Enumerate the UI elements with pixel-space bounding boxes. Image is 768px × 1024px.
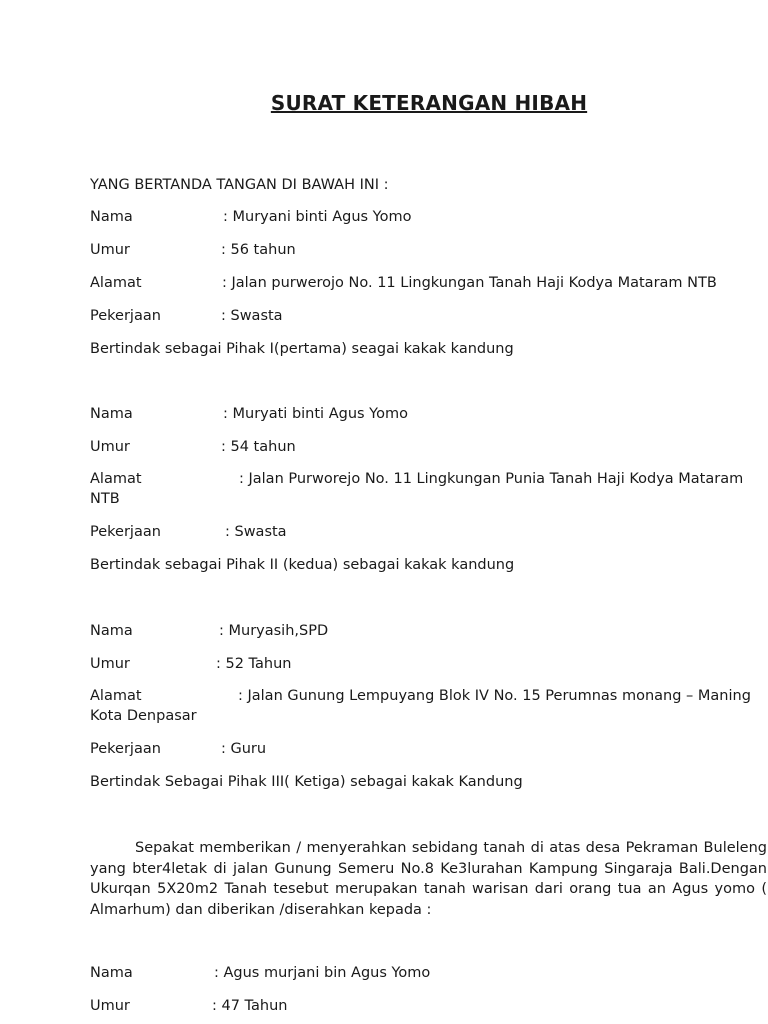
- document-title: SURAT KETERANGAN HIBAH: [270, 91, 588, 115]
- pekerjaan-value: : Guru: [221, 741, 267, 757]
- nama-value: : Agus murjani bin Agus Yomo: [214, 965, 431, 981]
- umur-value: : 47 Tahun: [212, 998, 288, 1014]
- intro-text: YANG BERTANDA TANGAN DI BAWAH INI :: [90, 177, 389, 193]
- umur-value: : 56 tahun: [221, 242, 296, 258]
- party-role: Bertindak sebagai Pihak II (kedua) sebagai kakak kandung: [90, 557, 515, 573]
- pekerjaan-value: : Swasta: [225, 524, 287, 540]
- pekerjaan-value: : Swasta: [221, 308, 283, 324]
- alamat-continuation: NTB: [90, 491, 120, 507]
- nama-value: : Muryasih,SPD: [219, 623, 329, 639]
- alamat-continuation: Kota Denpasar: [90, 708, 197, 724]
- umur-value: : 52 Tahun: [216, 656, 292, 672]
- umur-label: Umur: [90, 439, 130, 455]
- pekerjaan-label: Pekerjaan: [90, 308, 161, 324]
- alamat-label: Alamat: [90, 275, 142, 291]
- party-role: Bertindak Sebagai Pihak III( Ketiga) sebagai kakak Kandung: [90, 774, 523, 790]
- umur-label: Umur: [90, 656, 130, 672]
- pekerjaan-label: Pekerjaan: [90, 741, 161, 757]
- party-role: Bertindak sebagai Pihak I(pertama) seagai kakak kandung: [90, 341, 514, 357]
- alamat-label: Alamat: [90, 471, 142, 487]
- nama-value: : Muryati binti Agus Yomo: [223, 406, 408, 422]
- nama-label: Nama: [90, 209, 133, 225]
- alamat-label: Alamat: [90, 688, 142, 704]
- nama-label: Nama: [90, 965, 133, 981]
- pekerjaan-label: Pekerjaan: [90, 524, 161, 540]
- umur-label: Umur: [90, 998, 130, 1014]
- alamat-value: : Jalan Gunung Lempuyang Blok IV No. 15 Perumnas monang – Maning: [238, 688, 751, 704]
- umur-value: : 54 tahun: [221, 439, 296, 455]
- alamat-value: : Jalan purwerojo No. 11 Lingkungan Tanah Haji Kodya Mataram NTB: [222, 275, 717, 291]
- agreement-paragraph: Sepakat memberikan / menyerahkan sebidang tanah di atas desa Pekraman Buleleng yang bter4letak di jalan Gunung Semeru No.8 Ke3lurahan Kampung Singaraja Bali.Dengan Ukurqan 5X20m2 Tanah tesebut merupakan tanah warisan dari orang tua an Agus yomo ( Almarhum) dan diberikan /diserahkan kepada :: [90, 840, 767, 918]
- umur-label: Umur: [90, 242, 130, 258]
- nama-label: Nama: [90, 406, 133, 422]
- nama-value: : Muryani binti Agus Yomo: [223, 209, 412, 225]
- nama-label: Nama: [90, 623, 133, 639]
- alamat-value: : Jalan Purworejo No. 11 Lingkungan Punia Tanah Haji Kodya Mataram: [239, 471, 744, 487]
